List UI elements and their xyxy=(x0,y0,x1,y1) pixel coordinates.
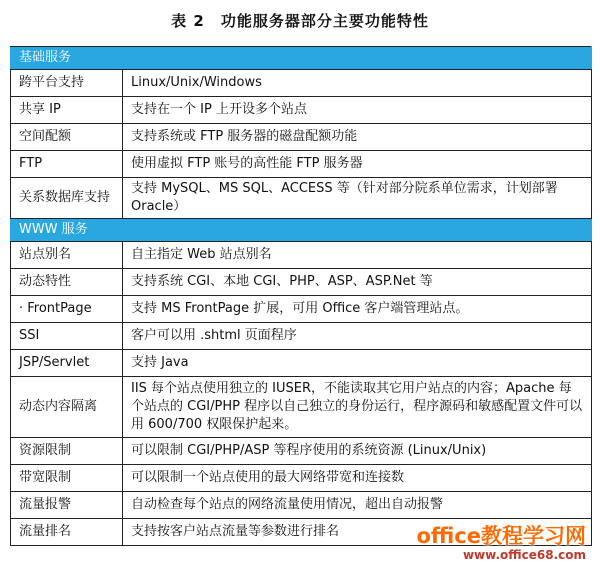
watermark-main: office教程学习网 xyxy=(416,524,586,548)
feature-desc: 可以限制一个站点使用的最大网络带宽和连接数 xyxy=(123,465,592,492)
table-row xyxy=(11,178,592,219)
table-row xyxy=(11,151,592,178)
feature-name: 动态特性 xyxy=(11,269,123,296)
feature-name: 动态内容隔离 xyxy=(11,377,123,438)
table-row xyxy=(11,438,592,465)
feature-name: JSP/Servlet xyxy=(11,350,123,377)
feature-name: SSI xyxy=(11,323,123,350)
table-row xyxy=(11,97,592,124)
feature-name: 共享 IP xyxy=(11,97,123,124)
feature-name: 流量排名 xyxy=(11,519,123,546)
table-row xyxy=(11,492,592,519)
table-row xyxy=(11,465,592,492)
feature-desc: 自动检查每个站点的网络流量使用情况，超出自动报警 xyxy=(123,492,592,519)
table-row xyxy=(11,70,592,97)
feature-desc: IIS 每个站点使用独立的 IUSER，不能读取其它用户站点的内容；Apache 每个站点的 CGI/PHP 程序以自己独立的身份运行，程序源码和敏感配置文件可以用 600/700 权限保护起来。 xyxy=(123,377,592,438)
section-title: WWW 服务 xyxy=(11,219,592,242)
feature-name: 带宽限制 xyxy=(11,465,123,492)
table-row xyxy=(11,296,592,323)
feature-desc: 可以限制 CGI/PHP/ASP 等程序使用的系统资源 (Linux/Unix) xyxy=(123,438,592,465)
feature-table xyxy=(10,46,592,546)
table-title: 表 2 功能服务器部分主要功能特性 xyxy=(171,12,429,30)
feature-desc: 支持 Java xyxy=(123,350,592,377)
feature-desc: 支持 MS FrontPage 扩展，可用 Office 客户端管理站点。 xyxy=(123,296,592,323)
table-row xyxy=(11,269,592,296)
section-title: 基础服务 xyxy=(11,47,592,70)
feature-desc: 支持 MySQL、MS SQL、ACCESS 等（针对部分院系单位需求，计划部署 Oracle） xyxy=(123,178,592,219)
table-row xyxy=(11,377,592,438)
feature-desc: 支持系统或 FTP 服务器的磁盘配额功能 xyxy=(123,124,592,151)
table-row xyxy=(11,124,592,151)
feature-name: · FrontPage xyxy=(11,296,123,323)
feature-desc: Linux/Unix/Windows xyxy=(123,70,592,97)
feature-name: 资源限制 xyxy=(11,438,123,465)
table-row xyxy=(11,323,592,350)
section-header-basic xyxy=(11,47,592,70)
feature-name: 空间配额 xyxy=(11,124,123,151)
feature-desc: 支持在一个 IP 上开设多个站点 xyxy=(123,97,592,124)
watermark xyxy=(416,520,586,562)
feature-desc: 支持系统 CGI、本地 CGI、PHP、ASP、ASP.Net 等 xyxy=(123,269,592,296)
feature-name: 关系数据库支持 xyxy=(11,178,123,219)
feature-desc: 使用虚拟 FTP 账号的高性能 FTP 服务器 xyxy=(123,151,592,178)
watermark-url: www.office68.com xyxy=(462,548,586,562)
section-header-www xyxy=(11,219,592,242)
feature-desc: 客户可以用 .shtml 页面程序 xyxy=(123,323,592,350)
table-row xyxy=(11,350,592,377)
table-row xyxy=(11,242,592,269)
feature-desc: 自主指定 Web 站点别名 xyxy=(123,242,592,269)
feature-name: FTP xyxy=(11,151,123,178)
feature-name: 流量报警 xyxy=(11,492,123,519)
feature-name: 站点别名 xyxy=(11,242,123,269)
feature-desc: 支持按客户站点流量等参数进行排名 xyxy=(123,519,592,546)
feature-name: 跨平台支持 xyxy=(11,70,123,97)
